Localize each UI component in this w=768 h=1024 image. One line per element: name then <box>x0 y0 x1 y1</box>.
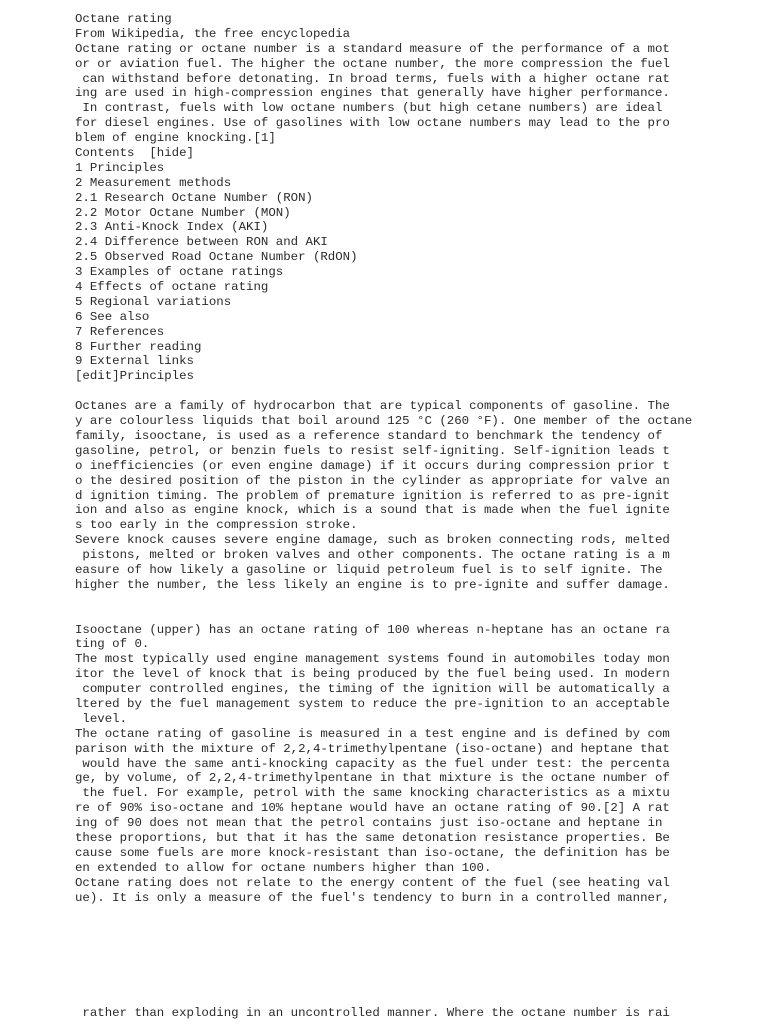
text-line: en extended to allow for octane numbers higher than 100. <box>75 860 492 875</box>
spacer <box>75 608 765 623</box>
article-title: Octane rating <box>75 12 172 26</box>
text-line: Octanes are a family of hydrocarbon that are typical components of gasoline. The <box>75 399 670 414</box>
toc-item: 2.5 Observed Road Octane Number (RdON) <box>75 250 358 265</box>
intro-paragraph <box>75 42 765 146</box>
text-line: d ignition timing. The problem of premature ignition is referred to as pre-ignit <box>75 488 670 503</box>
text-line: pistons, melted or broken valves and other components. The octane rating is a m <box>75 548 670 563</box>
text-line: level. <box>75 711 128 726</box>
text-line: The most typically used engine management systems found in automobiles today mon <box>75 652 670 667</box>
text-line: gasoline, petrol, or benzin fuels to resist self-igniting. Self-ignition leads t <box>75 443 670 458</box>
text-line: ing of 90 does not mean that the petrol contains just iso-octane and heptane in <box>75 816 663 831</box>
text-line: ting of 0. <box>75 637 150 652</box>
toc-item: 6 See also <box>75 309 150 324</box>
contents-header: Contents [hide] <box>75 146 194 161</box>
text-line: ue). It is only a measure of the fuel's tendency to burn in a controlled manner, <box>75 890 670 905</box>
page-tail-line: rather than exploding in an uncontrolled manner. Where the octane number is rai <box>75 1006 670 1020</box>
text-line: s too early in the compression stroke. <box>75 518 358 533</box>
toc-item: 2.4 Difference between RON and AKI <box>75 235 328 250</box>
toc-item: 7 References <box>75 324 165 339</box>
text-line: ing are used in high-compression engines that generally have higher performance. <box>75 86 670 101</box>
text-line: Octane rating or octane number is a standard measure of the performance of a mot <box>75 41 670 56</box>
text-line: ge, by volume, of 2,2,4-trimethylpentane in that mixture is the octane number of <box>75 771 670 786</box>
text-line: Isooctane (upper) has an octane rating of 100 whereas n-heptane has an octane ra <box>75 622 670 637</box>
toc-item: 2.1 Research Octane Number (RON) <box>75 190 313 205</box>
text-line: family, isooctane, is used as a reference standard to benchmark the tendency of <box>75 428 663 443</box>
toc-item: 4 Effects of octane rating <box>75 280 269 295</box>
text-line: In contrast, fuels with low octane numbers (but high cetane numbers) are ideal <box>75 101 663 116</box>
toc-item: 2 Measurement methods <box>75 175 232 190</box>
text-line: blem of engine knocking.[1] <box>75 131 276 146</box>
toc-item: 2.2 Motor Octane Number (MON) <box>75 205 291 220</box>
text-line: Severe knock causes severe engine damage, such as broken connecting rods, melted <box>75 533 670 548</box>
paragraph-isooctane <box>75 623 765 653</box>
text-line: can withstand before detonating. In broad terms, fuels with a higher octane rat <box>75 71 670 86</box>
toc-item: 8 Further reading <box>75 339 202 354</box>
article-body <box>75 12 765 905</box>
text-line: parison with the mixture of 2,2,4-trimethylpentane (iso-octane) and heptane that <box>75 741 670 756</box>
text-line: higher the number, the less likely an engine is to pre-ignite and suffer damage. <box>75 577 670 592</box>
text-line: would have the same anti-knocking capacity as the fuel under test: the percenta <box>75 756 670 771</box>
spacer <box>75 384 765 399</box>
text-line: these proportions, but that it has the same detonation resistance properties. Be <box>75 830 670 845</box>
text-line: re of 90% iso-octane and 10% heptane would have an octane rating of 90.[2] A rat <box>75 801 670 816</box>
toc-item: 9 External links <box>75 354 194 369</box>
text-line: or or aviation fuel. The higher the octane number, the more compression the fuel <box>75 56 670 71</box>
text-line: itor the level of knock that is being produced by the fuel being used. In modern <box>75 667 670 682</box>
paragraph-energy <box>75 876 765 906</box>
spacer <box>75 593 765 608</box>
paragraph-test-engine <box>75 727 765 876</box>
toc-item: 1 Principles <box>75 160 165 175</box>
paragraph-octanes <box>75 399 765 533</box>
text-line: ltered by the fuel management system to reduce the pre-ignition to an acceptable <box>75 696 670 711</box>
text-line: o the desired position of the piston in the cylinder as appropriate for valve an <box>75 473 670 488</box>
table-of-contents <box>75 161 765 369</box>
toc-item: 5 Regional variations <box>75 294 232 309</box>
article-source: From Wikipedia, the free encyclopedia <box>75 26 351 41</box>
text-line: ion and also as engine knock, which is a sound that is made when the fuel ignite <box>75 503 670 518</box>
text-line: o inefficiencies (or even engine damage) if it occurs during compression prior t <box>75 458 670 473</box>
text-line: easure of how likely a gasoline or liquid petroleum fuel is to self ignite. The <box>75 562 663 577</box>
section-heading-principles: [edit]Principles <box>75 369 194 384</box>
text-line: The octane rating of gasoline is measured in a test engine and is defined by com <box>75 726 670 741</box>
text-line: the fuel. For example, petrol with the same knocking characteristics as a mixtu <box>75 786 670 801</box>
text-line: for diesel engines. Use of gasolines with low octane numbers may lead to the pro <box>75 116 670 131</box>
toc-item: 2.3 Anti-Knock Index (AKI) <box>75 220 269 235</box>
text-line: Octane rating does not relate to the energy content of the fuel (see heating val <box>75 875 670 890</box>
text-line: cause some fuels are more knock-resistant than iso-octane, the definition has be <box>75 845 670 860</box>
toc-item: 3 Examples of octane ratings <box>75 265 284 280</box>
text-line: y are colourless liquids that boil around 125 °C (260 °F). One member of the octane <box>75 414 693 429</box>
paragraph-management <box>75 652 765 726</box>
paragraph-knock <box>75 533 765 593</box>
text-line: computer controlled engines, the timing of the ignition will be automatically a <box>75 682 670 697</box>
